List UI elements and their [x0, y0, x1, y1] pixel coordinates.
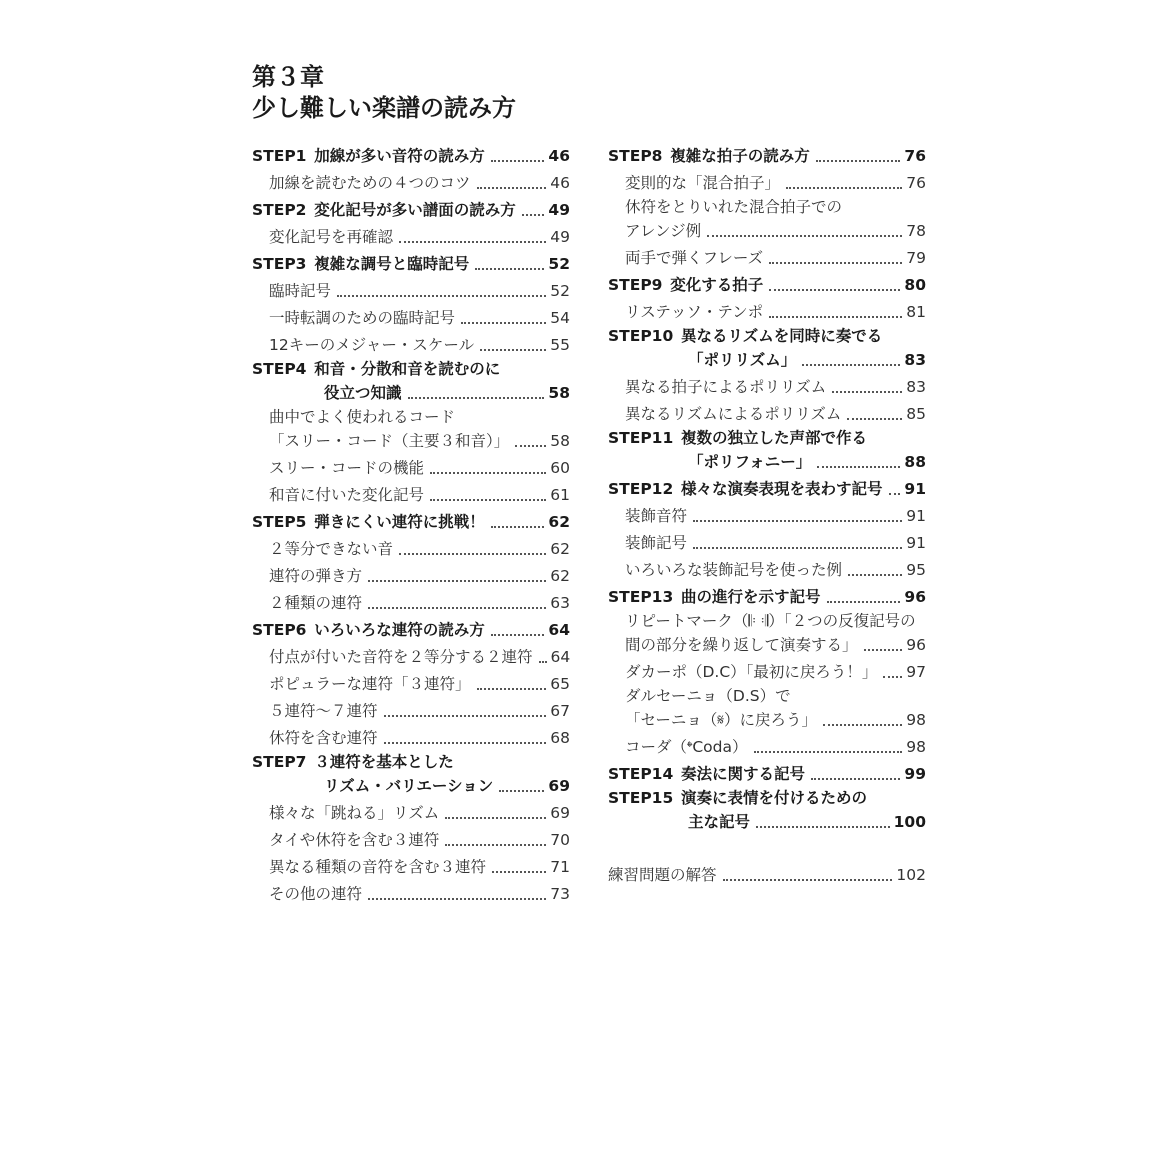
- toc-sub-entry: [608, 245, 926, 272]
- entry-title: タイや休符を含む３連符: [269, 831, 440, 849]
- toc-sub-entry: [252, 332, 570, 359]
- entry-title: リステッソ・テンポ: [625, 303, 764, 321]
- entry-title: 両手で弾くフレーズ: [625, 249, 764, 267]
- toc-sub-entry: [608, 218, 926, 245]
- entry-title-continued: 間の部分を繰り返して演奏する」: [625, 636, 858, 654]
- leader-dots: [848, 574, 902, 576]
- page-number: 69: [548, 777, 570, 795]
- leader-dots: [337, 295, 546, 297]
- page-number: 62: [548, 513, 570, 531]
- page-number: 99: [904, 765, 926, 783]
- step-label: STEP10: [608, 327, 674, 345]
- entry-title: ５連符～７連符: [269, 702, 378, 720]
- toc-sub-entry: [608, 734, 926, 761]
- page-number: 67: [550, 702, 570, 720]
- leader-dots: [475, 268, 544, 270]
- step-title-text: いろいろな連符の読み方: [314, 621, 485, 639]
- leader-dots: [707, 235, 902, 237]
- toc-step-entry-line1: [252, 752, 570, 773]
- page-number: 96: [906, 636, 926, 654]
- page-number: 91: [906, 507, 926, 525]
- leader-dots: [491, 160, 545, 162]
- toc-step-entry: [608, 809, 926, 836]
- page-number: 83: [906, 378, 926, 396]
- page-number: 62: [550, 540, 570, 558]
- step-title: [252, 617, 485, 644]
- entry-title: 和音に付いた変化記号: [269, 486, 425, 504]
- toc-sub-entry: [252, 428, 570, 455]
- leader-dots: [816, 160, 901, 162]
- page-number: 81: [906, 303, 926, 321]
- toc-sub-entry: [608, 374, 926, 401]
- entry-title: スリー・コードの機能: [269, 459, 425, 477]
- page-number: 98: [906, 738, 926, 756]
- toc-sub-entry: [252, 305, 570, 332]
- toc-sub-entry: [252, 698, 570, 725]
- page-number: 52: [548, 255, 570, 273]
- leader-dots: [399, 241, 546, 243]
- page-number: 102: [896, 866, 926, 884]
- leader-dots: [847, 418, 902, 420]
- step-title-text: 和音・分散和音を読むのに: [314, 360, 501, 378]
- toc-sub-entry: [252, 170, 570, 197]
- page-number: 58: [550, 432, 570, 450]
- entry-title: 装飾音符: [625, 507, 688, 525]
- leader-dots: [408, 397, 545, 399]
- step-title-text: 演奏に表情を付けるための: [681, 789, 868, 807]
- step-title: [252, 197, 516, 224]
- leader-dots: [430, 472, 546, 474]
- step-title: [608, 476, 883, 503]
- page-number: 91: [906, 534, 926, 552]
- step-title-continued: 主な記号: [688, 813, 751, 831]
- entry-title: 休符を含む連符: [269, 729, 378, 747]
- toc-sub-entry: [608, 401, 926, 428]
- step-title-continued: 「ポリリズム」: [688, 351, 797, 369]
- leader-dots: [368, 898, 546, 900]
- page-number: 85: [906, 405, 926, 423]
- leader-dots: [539, 661, 547, 663]
- toc-step-entry: [608, 761, 926, 788]
- step-title: [252, 251, 469, 278]
- toc-right-column: [608, 143, 926, 889]
- entry-title: 曲中でよく使われるコード: [269, 408, 456, 426]
- step-title: [608, 428, 926, 449]
- leader-dots: [827, 601, 901, 603]
- step-label: STEP11: [608, 429, 674, 447]
- step-title-continued: 役立つ知識: [324, 384, 402, 402]
- step-title-text: 複数の独立した声部で作る: [681, 429, 868, 447]
- page-number: 69: [550, 804, 570, 822]
- toc-sub-entry: [608, 632, 926, 659]
- toc-sub-entry: [252, 536, 570, 563]
- leader-dots: [864, 649, 903, 651]
- page-number: 63: [550, 594, 570, 612]
- leader-dots: [368, 580, 546, 582]
- entry-title: 一時転調のための臨時記号: [269, 309, 456, 327]
- toc-sub-entry: [252, 224, 570, 251]
- leader-dots: [499, 790, 544, 792]
- page-number: 68: [550, 729, 570, 747]
- toc-step-entry: [252, 509, 570, 536]
- leader-dots: [811, 778, 900, 780]
- entry-title: 臨時記号: [269, 282, 332, 300]
- leader-dots: [491, 634, 545, 636]
- page-number: 97: [906, 663, 926, 681]
- step-title-text: 異なるリズムを同時に奏でる: [681, 327, 883, 345]
- step-label: STEP1: [252, 147, 307, 165]
- entry-title-continued: 「セーニョ（𝄋）に戻ろう」: [625, 711, 818, 729]
- step-title-continued: 「ポリフォニー」: [688, 453, 812, 471]
- step-label: STEP9: [608, 276, 663, 294]
- chapter-title: 少し難しい楽譜の読み方: [252, 94, 516, 122]
- step-label: STEP2: [252, 201, 307, 219]
- toc-sub-entry: [252, 725, 570, 752]
- step-title: [252, 143, 485, 170]
- leader-dots: [492, 871, 546, 873]
- step-label: STEP8: [608, 147, 663, 165]
- step-title-text: 変化記号が多い譜面の読み方: [314, 201, 516, 219]
- entry-title: 様々な「跳ねる」リズム: [269, 804, 440, 822]
- page-number: 96: [904, 588, 926, 606]
- leader-dots: [477, 187, 547, 189]
- leader-dots: [889, 493, 901, 495]
- page-number: 83: [904, 351, 926, 369]
- toc-sub-entry: [252, 671, 570, 698]
- step-title: [608, 761, 805, 788]
- toc-sub-entry: [608, 503, 926, 530]
- page-number: 65: [550, 675, 570, 693]
- entry-title: 12キーのメジャー・スケール: [269, 336, 475, 354]
- toc-step-entry: [608, 476, 926, 503]
- chapter-number: 第３章: [252, 63, 324, 91]
- step-title: [252, 359, 570, 380]
- toc-sub-entry: [252, 644, 570, 671]
- page-number: 88: [904, 453, 926, 471]
- toc-sub-entry-line1: [608, 197, 926, 218]
- entry-title: 連符の弾き方: [269, 567, 363, 585]
- page-number: 64: [550, 648, 571, 666]
- toc-sub-entry: [608, 299, 926, 326]
- leader-dots: [769, 289, 900, 291]
- page-number: 95: [906, 561, 926, 579]
- entry-title: 異なるリズムによるポリリズム: [625, 405, 842, 423]
- step-title-text: 複雑な拍子の読み方: [670, 147, 810, 165]
- entry-title: リピートマーク（𝄆 𝄇）「２つの反復記号の: [625, 612, 916, 630]
- leader-dots: [480, 349, 546, 351]
- step-label: STEP13: [608, 588, 674, 606]
- leader-dots: [693, 520, 902, 522]
- toc-sub-entry-line1: [252, 407, 570, 428]
- step-title-text: 複雑な調号と臨時記号: [314, 255, 470, 273]
- entry-title: 異なる拍子によるポリリズム: [625, 378, 827, 396]
- entry-title: 加線を読むための４つのコツ: [269, 174, 471, 192]
- page-number: 52: [550, 282, 570, 300]
- toc-step-entry: [608, 272, 926, 299]
- leader-dots: [384, 742, 547, 744]
- toc-step-entry: [252, 143, 570, 170]
- toc-step-entry-line1: [608, 428, 926, 449]
- step-label: STEP6: [252, 621, 307, 639]
- toc-step-entry-line1: [608, 788, 926, 809]
- toc-sub-entry: [252, 482, 570, 509]
- toc-answers-entry: [608, 862, 926, 889]
- step-title: [252, 509, 485, 536]
- step-title-text: 奏法に関する記号: [681, 765, 806, 783]
- step-label: STEP12: [608, 480, 674, 498]
- leader-dots: [491, 526, 545, 528]
- entry-title: ポピュラーな連符「３連符」: [269, 675, 471, 693]
- page-number: 91: [904, 480, 926, 498]
- step-label: STEP7: [252, 753, 307, 771]
- toc-sub-entry: [608, 530, 926, 557]
- step-label: STEP4: [252, 360, 307, 378]
- page-number: 55: [550, 336, 570, 354]
- toc-sub-entry-line1: [608, 611, 926, 632]
- entry-title: ダカーポ（D.C）「最初に戻ろう！」: [625, 663, 878, 681]
- toc-step-entry: [252, 251, 570, 278]
- toc-sub-entry: [252, 827, 570, 854]
- step-title: [608, 143, 810, 170]
- leader-dots: [723, 879, 893, 881]
- step-label: STEP5: [252, 513, 307, 531]
- toc-left-column: [252, 143, 570, 908]
- entry-title: コーダ（𝄌Coda）: [625, 738, 748, 756]
- toc-sub-entry: [608, 707, 926, 734]
- entry-title: 休符をとりいれた混合拍子での: [625, 198, 843, 216]
- step-title: [608, 584, 821, 611]
- leader-dots: [883, 676, 902, 678]
- entry-title: 変化記号を再確認: [269, 228, 394, 246]
- toc-step-entry: [252, 617, 570, 644]
- step-label: STEP3: [252, 255, 307, 273]
- step-title: [608, 326, 926, 347]
- toc-step-entry: [252, 197, 570, 224]
- entry-title: 異なる種類の音符を含む３連符: [269, 858, 487, 876]
- page-number: 76: [906, 174, 926, 192]
- page-number: 62: [550, 567, 570, 585]
- page-number: 64: [548, 621, 570, 639]
- toc-gap: [608, 836, 926, 862]
- page-number: 46: [550, 174, 570, 192]
- entry-title: いろいろな装飾記号を使った例: [625, 561, 843, 579]
- step-label: STEP14: [608, 765, 674, 783]
- entry-title: ２種類の連符: [269, 594, 363, 612]
- entry-title: 装飾記号: [625, 534, 688, 552]
- page-number: 46: [548, 147, 570, 165]
- leader-dots: [515, 445, 546, 447]
- page-number: 76: [904, 147, 926, 165]
- page-number: 78: [906, 222, 926, 240]
- toc-step-entry: [608, 584, 926, 611]
- entry-title-continued: 「スリー・コード（主要３和音）」: [269, 432, 510, 450]
- toc-sub-entry: [608, 557, 926, 584]
- entry-title: ダルセーニョ（D.S）で: [625, 687, 791, 705]
- leader-dots: [384, 715, 547, 717]
- chapter-heading: [252, 62, 516, 124]
- toc-step-entry: [252, 773, 570, 800]
- page-number: 49: [548, 201, 570, 219]
- toc-sub-entry: [252, 854, 570, 881]
- toc-sub-entry: [252, 800, 570, 827]
- toc-sub-entry: [252, 563, 570, 590]
- step-title-text: 加線が多い音符の読み方: [314, 147, 485, 165]
- leader-dots: [693, 547, 902, 549]
- leader-dots: [445, 817, 546, 819]
- toc-sub-entry-line1: [608, 686, 926, 707]
- leader-dots: [786, 187, 902, 189]
- leader-dots: [823, 724, 902, 726]
- entry-title: 付点が付いた音符を２等分する２連符: [269, 648, 533, 666]
- leader-dots: [445, 844, 546, 846]
- page-number: 100: [893, 813, 926, 831]
- entry-title-continued: アレンジ例: [625, 222, 702, 240]
- page-number: 60: [550, 459, 570, 477]
- page-number: 70: [550, 831, 570, 849]
- leader-dots: [817, 466, 900, 468]
- leader-dots: [769, 316, 902, 318]
- page-number: 58: [548, 384, 570, 402]
- leader-dots: [754, 751, 903, 753]
- toc-sub-entry: [608, 659, 926, 686]
- step-title-text: 曲の進行を示す記号: [681, 588, 821, 606]
- toc-step-entry-line1: [252, 359, 570, 380]
- toc-sub-entry: [252, 590, 570, 617]
- toc-step-entry: [608, 449, 926, 476]
- step-title-continued: リズム・バリエーション: [324, 777, 494, 795]
- step-title: [608, 272, 763, 299]
- page-number: 49: [550, 228, 570, 246]
- step-title: [252, 752, 570, 773]
- page-number: 54: [550, 309, 570, 327]
- leader-dots: [769, 262, 902, 264]
- step-title-text: 様々な演奏表現を表わす記号: [681, 480, 883, 498]
- toc-sub-entry: [252, 455, 570, 482]
- leader-dots: [430, 499, 546, 501]
- step-title-text: 弾きにくい連符に挑戦！: [314, 513, 485, 531]
- leader-dots: [399, 553, 546, 555]
- entry-title: その他の連符: [269, 885, 363, 903]
- page-number: 61: [550, 486, 570, 504]
- toc-sub-entry: [608, 170, 926, 197]
- leader-dots: [368, 607, 546, 609]
- entry-title: 変則的な「混合拍子」: [625, 174, 781, 192]
- step-title-text: 変化する拍子: [670, 276, 764, 294]
- toc-step-entry: [608, 347, 926, 374]
- page-number: 80: [904, 276, 926, 294]
- step-title: [608, 788, 926, 809]
- toc-sub-entry: [252, 278, 570, 305]
- leader-dots: [832, 391, 902, 393]
- leader-dots: [477, 688, 547, 690]
- page-number: 79: [906, 249, 926, 267]
- toc-step-entry: [608, 143, 926, 170]
- page-number: 98: [906, 711, 926, 729]
- page-number: 73: [550, 885, 570, 903]
- step-label: STEP15: [608, 789, 674, 807]
- toc-sub-entry: [252, 881, 570, 908]
- step-title-text: ３連符を基本とした: [314, 753, 454, 771]
- leader-dots: [756, 826, 890, 828]
- toc-step-entry: [252, 380, 570, 407]
- entry-title: 練習問題の解答: [608, 866, 717, 884]
- page-number: 71: [550, 858, 570, 876]
- leader-dots: [522, 214, 545, 216]
- leader-dots: [802, 364, 900, 366]
- leader-dots: [461, 322, 546, 324]
- toc-step-entry-line1: [608, 326, 926, 347]
- entry-title: ２等分できない音: [269, 540, 394, 558]
